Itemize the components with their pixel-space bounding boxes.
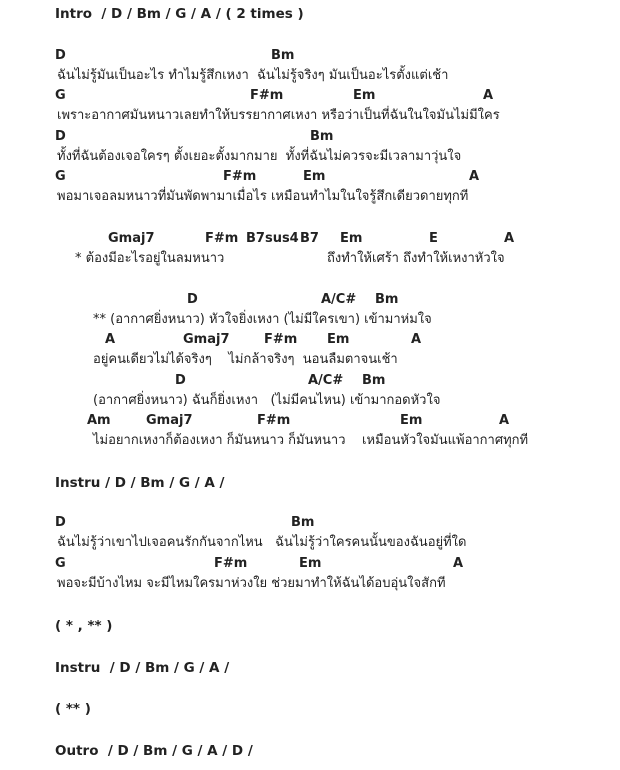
chord: E xyxy=(429,231,438,246)
lyric-line: ไม่อยากเหงาก็ต้องเหงา ก็มันหนาว ก็มันหนาว เหมือนหัวใจมันแพ้อากาศทุกที xyxy=(93,433,529,448)
chord: B7 xyxy=(300,231,319,246)
lyric-line: เพราะอากาศมันหนาวเลยทำให้บรรยากาศเหงา หรือว่าเป็นที่ฉันในใจมันไม่มีใคร xyxy=(57,108,500,123)
intro-line: Intro / D / Bm / G / A / ( 2 times ) xyxy=(55,6,304,22)
chord: A xyxy=(105,332,116,347)
chord: A xyxy=(483,88,494,103)
chord: F#m xyxy=(264,332,298,347)
chord: F#m xyxy=(205,231,239,246)
chord: Gmaj7 xyxy=(183,332,230,347)
chord: Bm xyxy=(291,515,315,530)
chord: D xyxy=(55,129,66,144)
repeat-marker: ( ** ) xyxy=(55,701,91,717)
chord: A xyxy=(469,169,480,184)
lyric-line: (อากาศยิ่งหนาว) ฉันก็ยิ่งเหงา (ไม่มีคนไหน) เข้ามากอดหัวใจ xyxy=(93,393,441,408)
chord: D xyxy=(55,48,66,63)
lyric-line: พอมาเจอลมหนาวที่มันพัดพามาเมื่อไร เหมือนทำไมในใจรู้สึกเดียวดายทุกที xyxy=(57,189,469,204)
chord: A/C# xyxy=(308,373,344,388)
chord: Bm xyxy=(271,48,295,63)
chord: Em xyxy=(400,413,423,428)
chord: Em xyxy=(327,332,350,347)
chord: G xyxy=(55,169,66,184)
chord: Em xyxy=(340,231,363,246)
chord: Gmaj7 xyxy=(108,231,155,246)
lyric-line: ฉันไม่รู้มันเป็นอะไร ทำไมรู้สึกเหงา ฉันไม่รู้จริงๆ มันเป็นอะไรตั้งแต่เช้า xyxy=(57,68,449,83)
lyric-line: ** (อากาศยิ่งหนาว) หัวใจยิ่งเหงา (ไม่มีใครเขา) เข้ามาห่มใจ xyxy=(93,312,432,327)
chord: F#m xyxy=(214,556,248,571)
chord: D xyxy=(55,515,66,530)
chord: G xyxy=(55,88,66,103)
chord: A xyxy=(411,332,422,347)
chord: F#m xyxy=(223,169,257,184)
lyric-line: ถึงทำให้เศร้า ถึงทำให้เหงาหัวใจ xyxy=(327,251,505,266)
repeat-marker: ( * , ** ) xyxy=(55,618,113,634)
lyric-line: พอจะมีบ้างไหม จะมีไหมใครมาห่วงใย ช่วยมาทำให้ฉันได้อบอุ่นใจสักที xyxy=(57,576,446,591)
chord: F#m xyxy=(250,88,284,103)
lyric-line: อยู่คนเดียวไม่ได้จริงๆ ไม่กล้าจริงๆ นอนลืมตาจนเช้า xyxy=(93,352,398,367)
lyric-line: ทั้งที่ฉันต้องเจอใครๆ ตั้งเยอะตั้งมากมาย ทั้งที่ฉันไม่ควรจะมีเวลามาวุ่นใจ xyxy=(57,149,462,164)
chord: Em xyxy=(299,556,322,571)
chord: F#m xyxy=(257,413,291,428)
chord: Bm xyxy=(362,373,386,388)
chord: Bm xyxy=(310,129,334,144)
chord: Gmaj7 xyxy=(146,413,193,428)
chord: A/C# xyxy=(321,292,357,307)
outro-line: Outro / D / Bm / G / A / D / xyxy=(55,743,253,759)
chord: A xyxy=(504,231,515,246)
chord: Em xyxy=(353,88,376,103)
instrumental-line: Instru / D / Bm / G / A / xyxy=(55,660,230,676)
lyric-line: * ต้องมีอะไรอยู่ในลมหนาว xyxy=(75,251,225,266)
chord: Bm xyxy=(375,292,399,307)
chord: Am xyxy=(87,413,111,428)
chord: G xyxy=(55,556,66,571)
chord: D xyxy=(175,373,186,388)
chord: A xyxy=(453,556,464,571)
lyric-line: ฉันไม่รู้ว่าเขาไปเจอคนรักกันจากไหน ฉันไม่รู้ว่าใครคนนั้นของฉันอยู่ที่ใด xyxy=(57,535,467,550)
chord: B7sus4 xyxy=(246,231,299,246)
instrumental-line: Instru / D / Bm / G / A / xyxy=(55,475,225,491)
chord: Em xyxy=(303,169,326,184)
chord: A xyxy=(499,413,510,428)
chord: D xyxy=(187,292,198,307)
